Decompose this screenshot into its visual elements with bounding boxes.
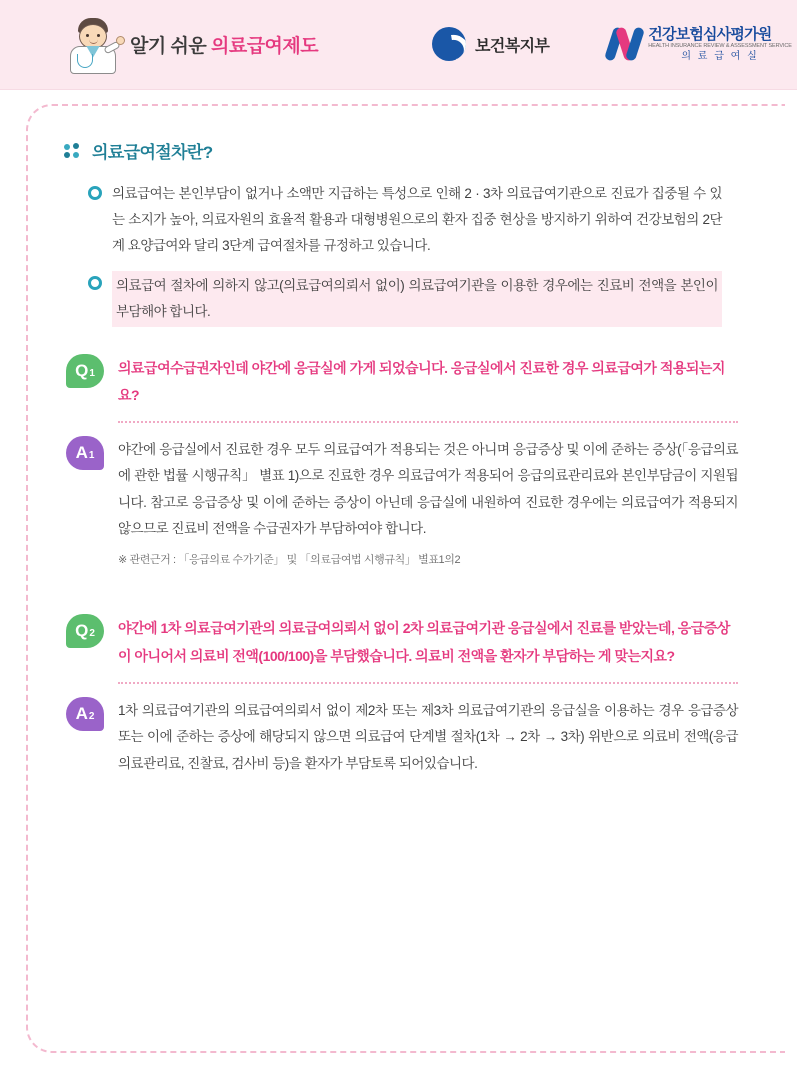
question-badge-letter: Q bbox=[75, 360, 89, 380]
answer-reference-note: ※ 관련근거 : 「응급의료 수가기준」 및 「의료급여법 시행규칙」 별표1의2 bbox=[118, 554, 461, 567]
mohw-name: 보건복지부 bbox=[475, 37, 550, 55]
ring-bullet-icon bbox=[88, 276, 102, 290]
answer-badge-letter: A bbox=[75, 443, 88, 463]
qa-block-2 bbox=[58, 613, 759, 777]
answer-text: 야간에 응급실에서 진료한 경우 모두 의료급여가 적용되는 것은 아니며 응급증상 및 이에 준하는 증상(「응급의료에 관한 법률 시행규칙」 별표 1)으로 진료한 경우 의료급여가 적용되어 응급의료관리료와 본인부담금이 지원됩니다. 참고로 응급증상 및 이에 준하는 증상이 아닌데 응급실에 내원하여 진료한 경우에는 의료급여가 적용되지 않으므로 진료비 전액을 수급권자가 부담하여야 합니다. bbox=[118, 442, 738, 537]
question-badge-number: 1 bbox=[89, 367, 95, 379]
section-title: 의료급여절차란? bbox=[92, 143, 213, 162]
mohw-emblem-icon bbox=[432, 27, 466, 61]
list-item bbox=[58, 181, 759, 259]
page-title-accent: 의료급여제도 bbox=[210, 36, 319, 57]
logo-mohw bbox=[432, 27, 549, 61]
answer-text: 1차 의료급여기관의 의료급여의뢰서 없이 제2차 또는 제3차 의료급여기관의 응급실을 이용하는 경우 응급증상 또는 이에 준하는 증상에 해당되지 않으면 의료급여 단계별 절차(1차 → 2차 → 3차) 위반으로 의료비 전액(응급의료관리료, 진찰료, 검사비 등)을 환자가 부담토록 되어있습니다. bbox=[118, 702, 738, 771]
hira-department: 의 료 급 여 실 bbox=[681, 50, 759, 62]
answer-badge-icon bbox=[66, 436, 104, 470]
question-row bbox=[58, 613, 759, 670]
list-item bbox=[58, 271, 759, 327]
doctor-character-icon bbox=[64, 14, 124, 76]
answer-row bbox=[58, 435, 759, 567]
bullet-text-highlighted: 의료급여 절차에 의하지 않고(의료급여의뢰서 없이) 의료급여기관을 이용한 경우에는 진료비 전액을 본인이 부담해야 합니다. bbox=[112, 271, 722, 327]
hira-english-name: HEALTH INSURANCE REVIEW & ASSESSMENT SERVICE bbox=[648, 42, 792, 49]
hira-name: 건강보험심사평가원 bbox=[648, 25, 772, 43]
section-heading bbox=[64, 138, 759, 163]
answer-badge-letter: A bbox=[75, 703, 88, 723]
answer-badge-number: 2 bbox=[88, 710, 95, 722]
page-header bbox=[0, 0, 797, 90]
page-title bbox=[130, 31, 318, 58]
question-badge-icon bbox=[66, 354, 104, 388]
qa-block-1 bbox=[58, 353, 759, 568]
answer-badge-icon bbox=[66, 697, 104, 731]
qa-divider bbox=[118, 682, 738, 684]
question-badge-number: 2 bbox=[89, 628, 95, 640]
qa-divider bbox=[118, 421, 738, 423]
question-badge-letter: Q bbox=[75, 621, 89, 641]
header-brand bbox=[0, 14, 392, 76]
question-badge-icon bbox=[66, 614, 104, 648]
answer-body bbox=[118, 696, 738, 777]
question-text: 야간에 1차 의료급여기관의 의료급여의뢰서 없이 2차 의료급여기관 응급실에서 진료를 받았는데, 응급증상이 아니어서 의료비 전액(100/100)을 부담했습니다. 의료비 전액을 환자가 부담하는 게 맞는지요? bbox=[118, 620, 730, 664]
question-text: 의료급여수급권자인데 야간에 응급실에 가게 되었습니다. 응급실에서 진료한 경우 의료급여가 적용되는지요? bbox=[118, 359, 725, 403]
bullet-list bbox=[58, 181, 759, 327]
bullet-text: 의료급여는 본인부담이 없거나 소액만 지급하는 특성으로 인해 2 · 3차 의료급여기관으로 진료가 집중될 수 있는 소지가 높아, 의료자원의 효율적 활용과 대형병원으로의 환자 집중 현상을 방지하기 위하여 건강보험의 2단계 요양급여와 달리 3단계 급여절차를 규정하고 있습니다. bbox=[112, 186, 722, 253]
page-title-plain: 알기 쉬운 bbox=[130, 36, 211, 57]
hira-text-group bbox=[648, 27, 792, 62]
question-row bbox=[58, 353, 759, 410]
logo-hira bbox=[609, 27, 792, 62]
hira-emblem-icon bbox=[609, 27, 641, 61]
content-frame bbox=[26, 104, 785, 1053]
answer-badge-number: 1 bbox=[88, 450, 95, 462]
answer-body bbox=[118, 435, 738, 567]
ring-bullet-icon bbox=[88, 186, 102, 200]
header-logos bbox=[392, 27, 797, 62]
four-dots-icon bbox=[64, 143, 82, 159]
answer-row bbox=[58, 696, 759, 777]
